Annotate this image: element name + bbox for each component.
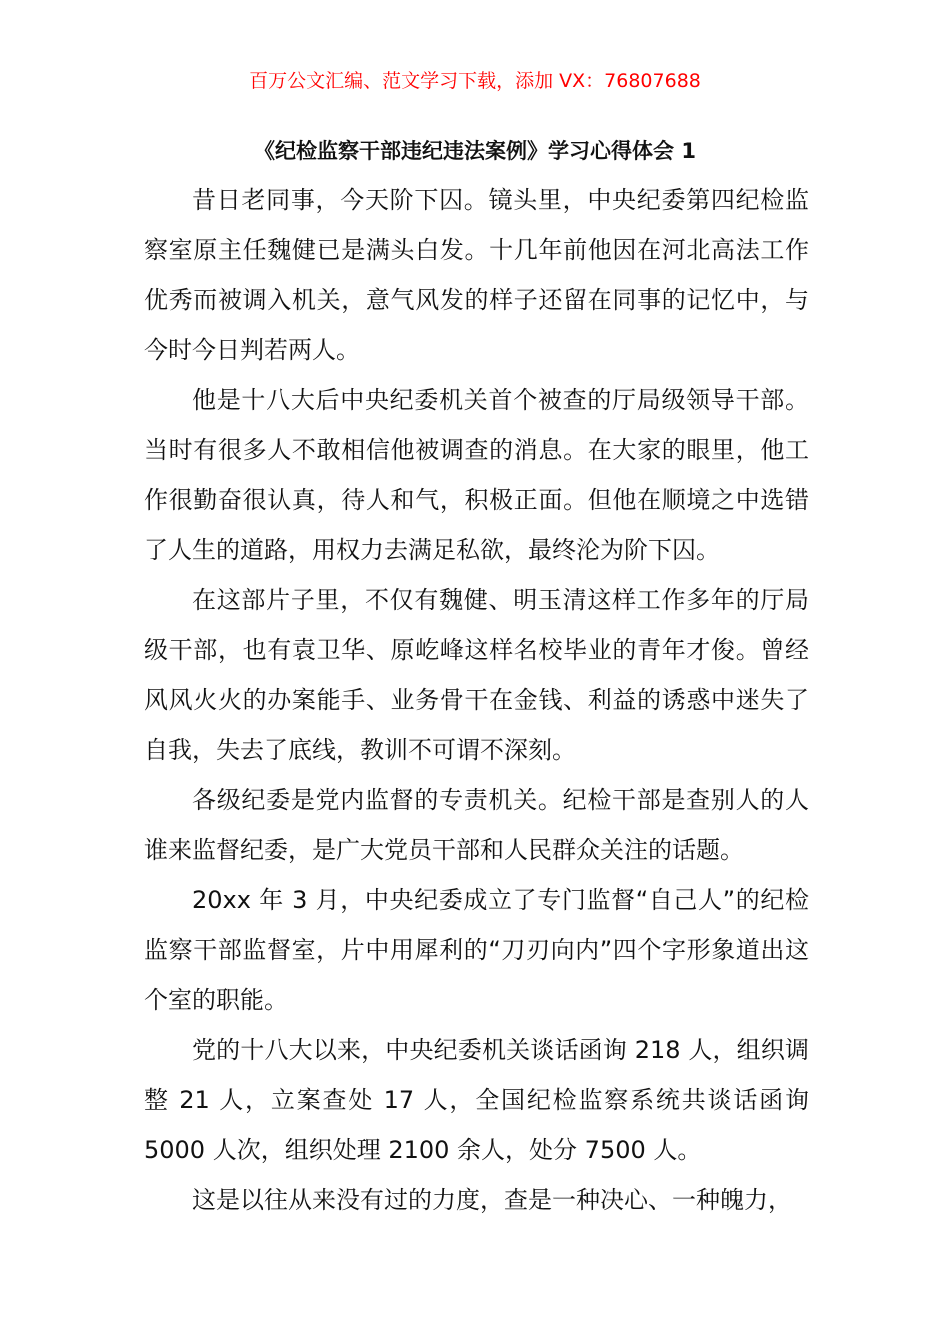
paragraph-7: 这是以往从来没有过的力度，查是一种决心、一种魄力， (192, 1186, 792, 1214)
document-title: 《纪检监察干部违纪违法案例》学习心得体会 1 (254, 139, 696, 163)
paragraph-1: 昔日老同事，今天阶下囚。镜头里，中央纪委第四纪检监察室原主任魏健已是满头白发。十几年前他因在河北高法工作优秀而被调入机关，意气风发的样子还留在同事的记忆中，与今时今日判若两人。 (144, 186, 809, 364)
paragraph-2: 他是十八大后中央纪委机关首个被查的厅局级领导干部。当时有很多人不敢相信他被调查的消息。在大家的眼里，他工作很勤奋很认真，待人和气，积极正面。但他在顺境之中选错了人生的道路，用权力去满足私欲，最终沦为阶下囚。 (144, 386, 809, 564)
paragraph-6: 党的十八大以来，中央纪委机关谈话函询 218 人，组织调整 21 人，立案查处 17 人，全国纪检监察系统共谈话函询 5000 人次，组织处理 2100 余人，处分 7500 人。 (144, 1036, 809, 1164)
header-promo-note: 百万公文汇编、范文学习下载，添加 VX：76807688 (249, 70, 701, 92)
paragraph-5: 20xx 年 3 月，中央纪委成立了专门监督“自己人”的纪检监察干部监督室，片中用犀利的“刀刃向内”四个字形象道出这个室的职能。 (144, 886, 809, 1014)
document-body (144, 175, 809, 1225)
paragraph-4: 各级纪委是党内监督的专责机关。纪检干部是查别人的人谁来监督纪委，是广大党员干部和人民群众关注的话题。 (144, 786, 809, 864)
paragraph-3: 在这部片子里，不仅有魏健、明玉清这样工作多年的厅局级干部，也有袁卫华、原屹峰这样名校毕业的青年才俊。曾经风风火火的办案能手、业务骨干在金钱、利益的诱惑中迷失了自我，失去了底线，教训不可谓不深刻。 (144, 586, 809, 764)
